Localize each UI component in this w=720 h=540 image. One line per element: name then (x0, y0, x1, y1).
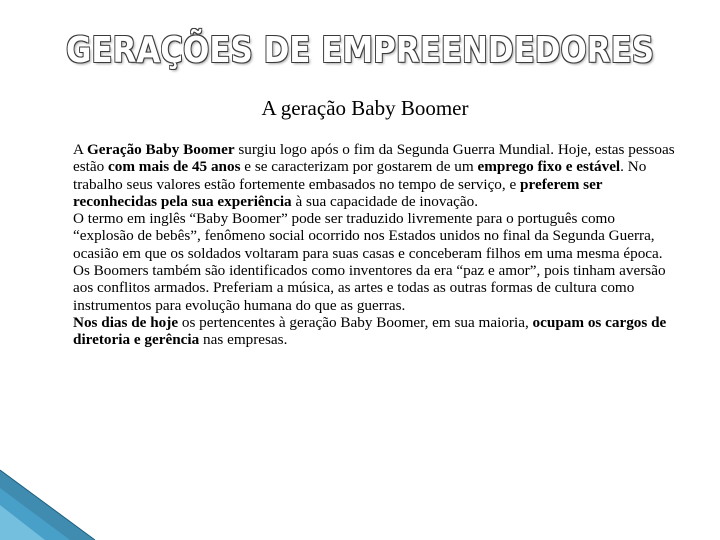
text-run: os pertencentes à geração Baby Boomer, em sua maioria, (178, 313, 533, 331)
slide-subtitle: A geração Baby Boomer (261, 96, 469, 120)
text-run: O termo em inglês “Baby Boomer” pode ser traduzido livremente para o português como “explosão de bebês”, fenômeno social ocorrido nos Estados unidos no final da Segunda Guerra, ocasião em que os soldados voltaram para suas casas e conceberam filhos em uma mesma época. (73, 210, 663, 262)
bold-run: com mais de 45 anos (108, 158, 241, 176)
paragraph-today (73, 314, 679, 349)
bold-run: ocupam os cargos de diretoria e gerência (73, 313, 667, 349)
paragraph-term (73, 210, 679, 262)
paragraph-peace-love (73, 262, 679, 314)
text-run: . No trabalho seus valores estão fortemente embasados no tempo de serviço, e (73, 158, 647, 193)
text-run: Os Boomers também são identificados como inventores da era “paz e amor”, pois tinham aversão aos conflitos armados. Preferiam a música, as artes e todas as outras formas de cultura como instrumentos para evolução humana do que as guerras. (73, 262, 666, 314)
slide-title: GERAÇÕES DE EMPREENDEDORES (65, 30, 655, 71)
text-run: surgiu logo após o fim da Segunda Guerra Mundial. Hoje, estas pessoas estão (73, 141, 675, 176)
bold-run: preferem ser reconhecidas pela sua experiência (73, 175, 603, 210)
text-run: à sua capacidade de inovação. (291, 192, 479, 210)
bold-run: Geração Baby Boomer (86, 141, 235, 158)
text-run: nas empresas. (199, 331, 288, 349)
text-run: e se caracterizam por gostarem de um (240, 158, 478, 176)
bold-run: Nos dias de hoje (73, 313, 179, 331)
paragraph-intro (73, 141, 679, 210)
bold-run: emprego fixo e estável (477, 158, 621, 176)
corner-decoration (0, 450, 120, 540)
body-text (73, 141, 679, 349)
text-run: A (73, 141, 87, 158)
